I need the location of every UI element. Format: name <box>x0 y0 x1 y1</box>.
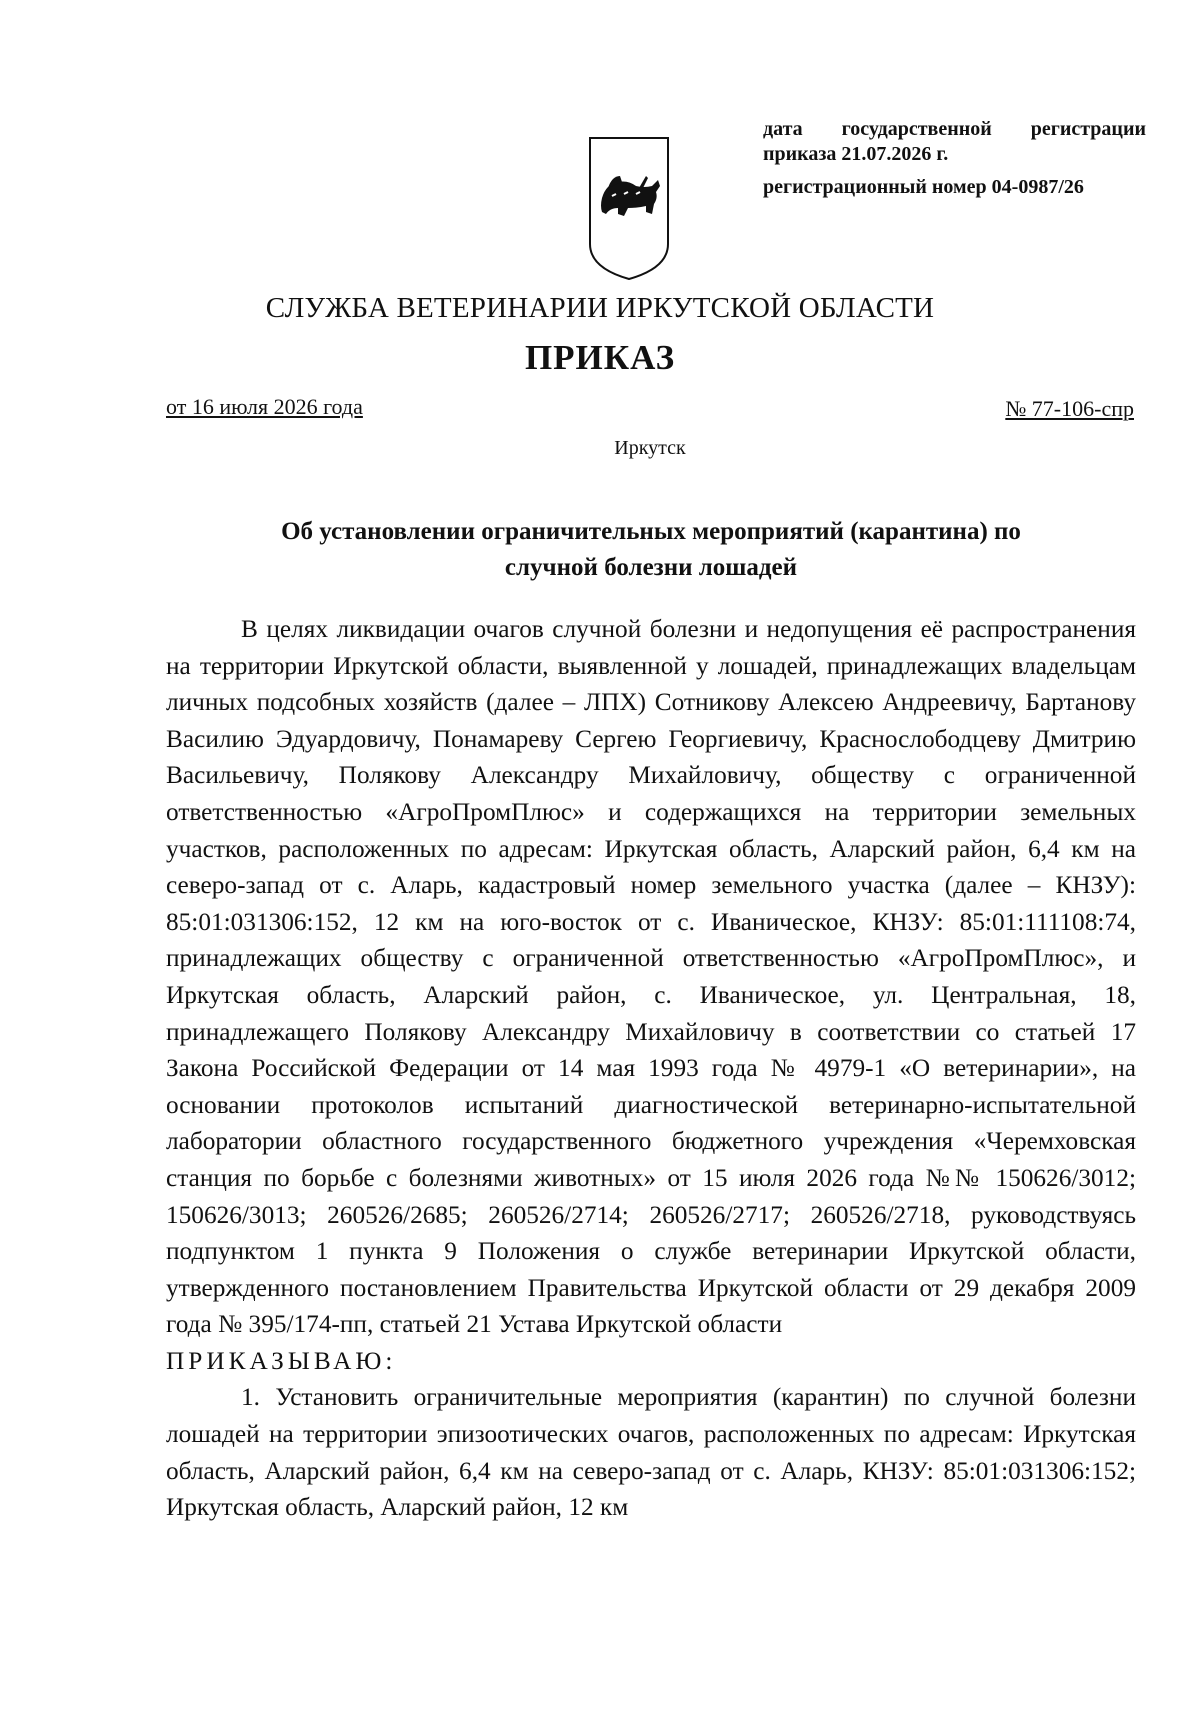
order-word: ПРИКАЗЫВАЮ: <box>166 1346 397 1375</box>
order-number: № 77-106-спр <box>1005 396 1134 421</box>
order-body <box>166 611 1136 1526</box>
document-type: ПРИКАЗ <box>524 338 676 377</box>
order-date: от 16 июля 2026 года <box>166 394 363 419</box>
registration-date: приказа 21.07.2026 г. <box>763 143 949 165</box>
city: Иркутск <box>614 437 686 459</box>
agency-name: СЛУЖБА ВЕТЕРИНАРИИ ИРКУТСКОЙ ОБЛАСТИ <box>265 292 935 324</box>
title-line-2: случной болезни лошадей <box>504 554 798 581</box>
irkutsk-coat-of-arms-icon <box>588 136 670 281</box>
city-line <box>0 437 1200 460</box>
preamble-paragraph: В целях ликвидации очагов случной болезни и недопущения её распространения на территории Иркутской области, выявленной у лошадей, принадлежащих владельцам личных подсобных хозяйств (далее – ЛПХ) Сотникову Алексею Андреевичу, Бартанову Василию Эдуардовичу, Понамареву Сергею Георгиевичу, Краснослободцеву Дмитрию Васильевичу, Полякову Александру Михайловичу, обществу с ограниченной ответственностью «АгроПромПлюс» и содержащихся на территории земельных участков, расположенных по адресам: Иркутская область, Аларский район, 6,4 км на северо-запад от с. Аларь, кадастровый номер земельного участка (далее – КНЗУ): 85:01:031306:152, 12 км на юго-восток от с. Иваническое, КНЗУ: 85:01:111108:74, принадлежащих обществу с ограниченной ответственностью «АгроПромПлюс», и Иркутская область, Аларский район, с. Иваническое, ул. Центральная, 18, принадлежащего Полякову Александру Михайловичу в соответствии со статьей 17 Закона Российской Федерации от 14 мая 1993 года № 4979-1 «О ветеринарии», на основании протоколов испытаний диагностической ветеринарно-испытательной лаборатории областного государственного бюджетного учреждения «Черемховская станция по борьбе с болезнями животных» от 15 июля 2026 года №№ 150626/3012; 150626/3013; 260526/2685; 260526/2714; 260526/2717; 260526/2718, руководствуясь подпунктом 1 пункта 9 Положения о службе ветеринарии Иркутской области, утвержденного постановлением Правительства Иркутской области от 29 декабря 2009 года № 395/174-пп, статьей 21 Устава Иркутской области <box>166 615 1136 1339</box>
order-title <box>166 514 1136 586</box>
title-line-1: Об установлении ограничительных мероприятий (карантина) по <box>281 518 1021 545</box>
registration-number: регистрационный номер 04-0987/26 <box>763 176 1084 198</box>
order-item-1: 1. Установить ограничительные мероприятия (карантин) по случной болезни лошадей на территории эпизоотических очагов, расположенных по адресам: Иркутская область, Аларский район, 6,4 км на северо-запад от с. Аларь, КНЗУ: 85:01:031306:152; Иркутская область, Аларский район, 12 км <box>166 1383 1136 1522</box>
registration-date-label: дата государственной регистрации <box>763 118 1146 140</box>
